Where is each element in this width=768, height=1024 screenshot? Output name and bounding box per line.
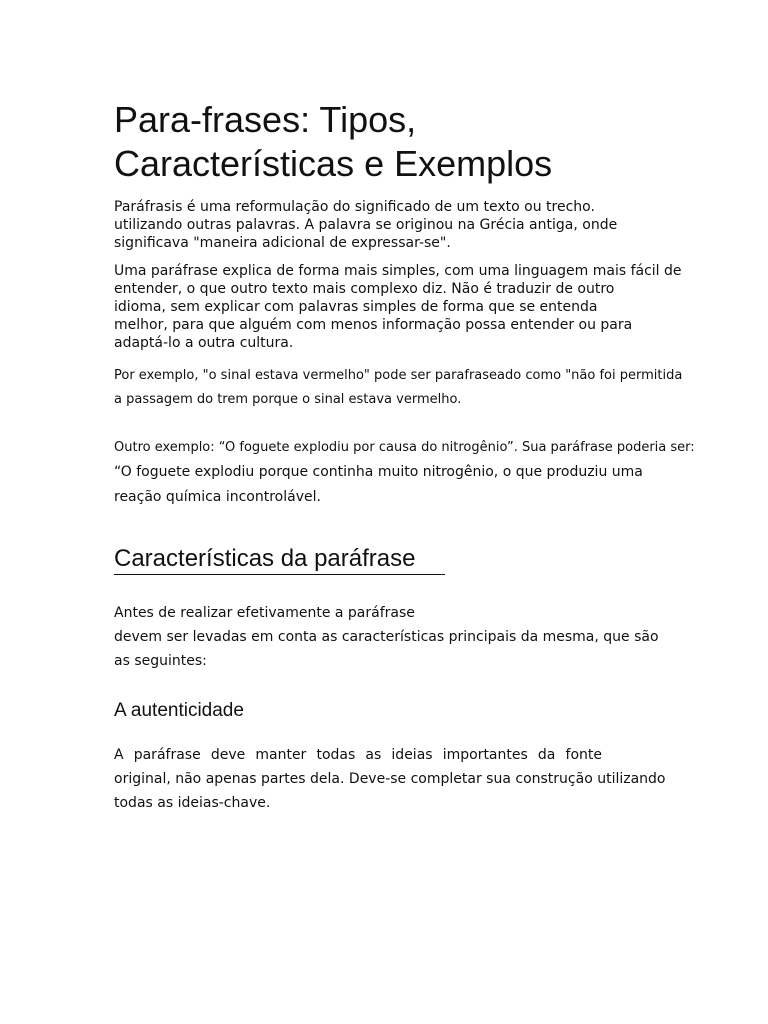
text-line: “O foguete explodiu porque continha muito nitrogênio, o que produziu uma — [114, 464, 643, 480]
text-line: adaptá-lo a outra cultura. — [114, 335, 294, 351]
text-line: A paráfrase deve manter todas as ideias importantes da fonte — [114, 747, 602, 763]
text-line: Antes de realizar efetivamente a paráfrase — [114, 605, 415, 621]
title-line: Características e Exemplos — [114, 143, 553, 184]
text-line: original, não apenas partes dela. Deve-se completar sua construção utilizando — [114, 771, 666, 787]
section-intro-paragraph — [114, 601, 704, 673]
title-line: Para-frases: Tipos, — [114, 99, 417, 140]
text-line: Por exemplo, "o sinal estava vermelho" pode ser parafraseado como "não foi permitida — [114, 368, 683, 383]
intro-paragraph — [114, 198, 704, 252]
document-page — [114, 98, 704, 815]
text-line: devem ser levadas em conta as características principais da mesma, que são — [114, 629, 659, 645]
page-title — [114, 98, 704, 186]
text-line: significava "maneira adicional de expressar-se". — [114, 235, 451, 251]
subsection-heading: A autenticidade — [114, 700, 244, 721]
text-line: utilizando outras palavras. A palavra se originou na Grécia antiga, onde — [114, 217, 618, 233]
text-line: Outro exemplo: “O foguete explodiu por causa do nitrogênio”. Sua paráfrase poderia ser: — [114, 440, 695, 455]
text-line: as seguintes: — [114, 653, 207, 669]
example-paragraph — [114, 364, 704, 412]
text-line: reação química incontrolável. — [114, 489, 321, 505]
text-line: a passagem do trem porque o sinal estava vermelho. — [114, 392, 462, 407]
explanation-paragraph — [114, 262, 704, 352]
text-line: Uma paráfrase explica de forma mais simples, com uma linguagem mais fácil de — [114, 263, 682, 279]
text-line: melhor, para que alguém com menos informação possa entender ou para — [114, 317, 633, 333]
text-line: todas as ideias-chave. — [114, 795, 271, 811]
text-line: idioma, sem explicar com palavras simples de forma que se entenda — [114, 299, 598, 315]
second-example-intro — [114, 436, 704, 460]
text-line: entender, o que outro texto mais complexo diz. Não é traduzir de outro — [114, 281, 615, 297]
second-example-paraphrase — [114, 460, 704, 510]
authenticity-paragraph — [114, 743, 704, 815]
section-heading: Características da paráfrase — [114, 544, 445, 575]
text-line: Paráfrasis é uma reformulação do significado de um texto ou trecho. — [114, 199, 595, 215]
